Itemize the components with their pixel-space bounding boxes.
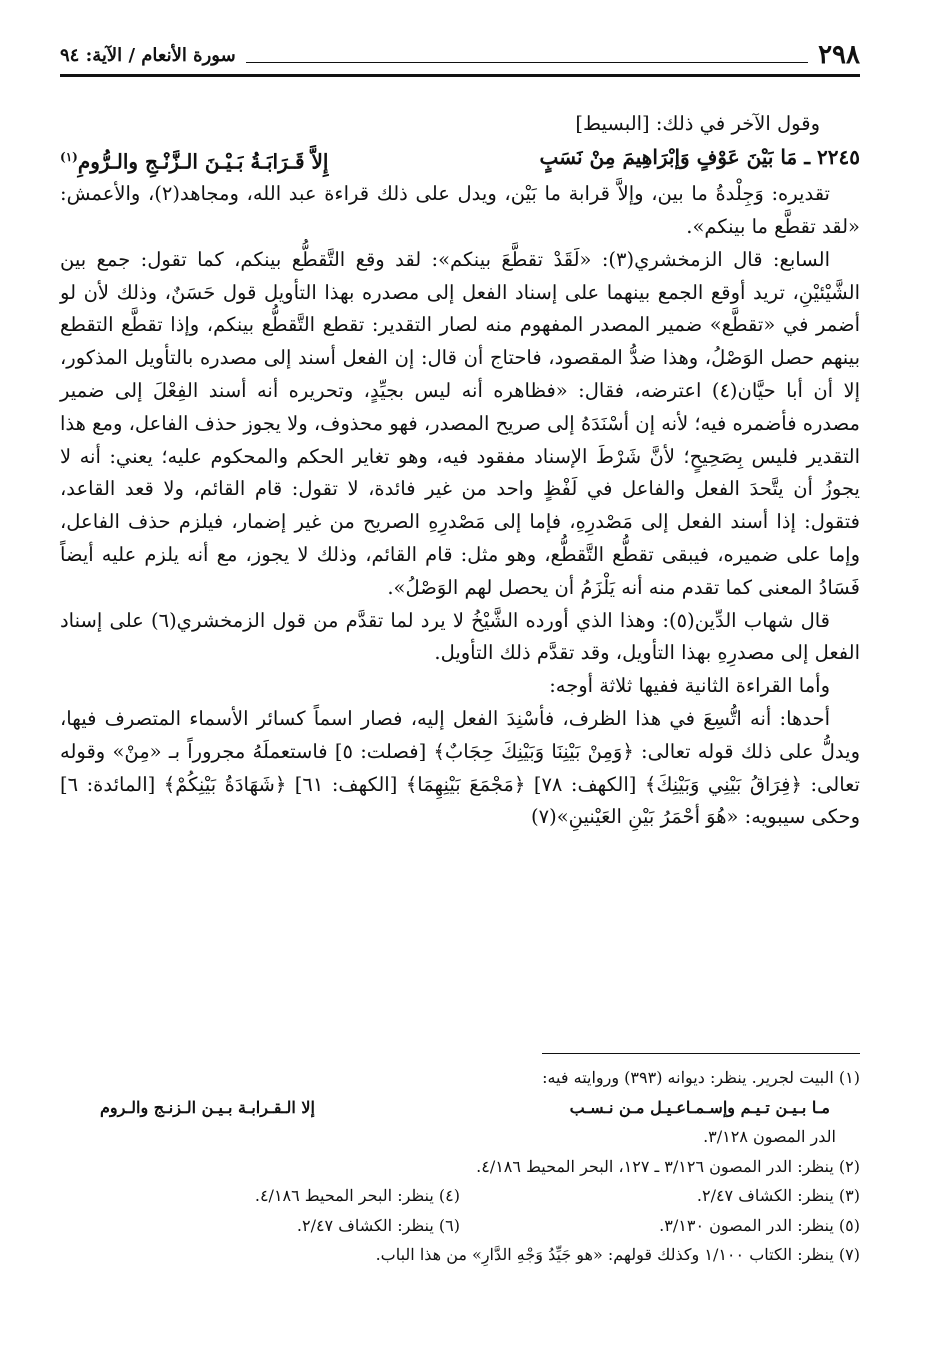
paragraph-1: تقديره: وَجِلْدةُ ما بين، وإلاَّ قرابة ما بَيْن، ويدل على ذلك قراءة عبد الله، ومجاهد(٢)، والأعمش: «لقد تقطَّع ما بينكم». (60, 182, 860, 239)
footnote-1-verse (60, 1093, 860, 1123)
running-title: سورة الأنعام / الآية: ٩٤ (60, 44, 236, 66)
footnote-4: (٤) ينظر: البحر المحيط ٤/١٨٦. (254, 1186, 460, 1205)
footnote-6: (٦) ينظر: الكشاف ٢/٤٧. (296, 1215, 460, 1235)
page-number: ٢٩٨ (818, 40, 860, 70)
footnote-3: (٣) ينظر: الكشاف ٢/٤٧. (696, 1186, 860, 1205)
paragraph-3: قال شهاب الدِّين(٥): وهذا الذي أورده الشَّيْخُ لا يرد لما تقدَّم من قول الزمخشري(٦) على إسناد الفعل إلى مصدرِهِ بهذا التأويل، وقد تقدَّم ذلك التأويل. (60, 608, 860, 665)
footnote-marker: (١) (60, 149, 78, 164)
footnote-verse-h2: إلا الـقـرابـة بـيـن الـزنـج والـروم (100, 1097, 315, 1117)
verse-number: ٢٢٤٥ ـ (804, 144, 860, 169)
verse-hemistich-1 (540, 141, 860, 178)
document-page (60, 0, 860, 1367)
header-rule (60, 74, 860, 77)
footnote-rule (542, 1053, 860, 1054)
verse-text-2: إِلاَّ قَـرَابَـةُ بَـيْـنَ الـزَّنْـجِ والـرُّومِ (77, 149, 329, 174)
footnote-row-5-6 (60, 1211, 860, 1241)
footnote-1: (١) البيت لجرير. ينظر: ديوانه (٣٩٣) وروايته فيه: (542, 1068, 860, 1087)
intro-line: وقول الآخر في ذلك: [البسيط] (575, 112, 820, 135)
footnote-1-source: الدر المصون ٣/١٢٨. (703, 1127, 836, 1146)
header-divider (246, 48, 808, 63)
paragraph-2: السابع: قال الزمخشري(٣): «لَقَدْ تقطَّعَ بينكم»: لقد وقع التَّقطُّع بينكم، كما تقول: جمع بين الشَّيْئيْنِ، تريد أوقع الجمع بينهما على إسناد الفعل إلى مصدره بهذا التأويل قول حَسَنٌ، وذلك لأن لو أضمر في «تقطَّع» ضمير المصدر المفهوم منه لصار التقدير: تقطع التَّقطُّع بينكم، وإذا تقطَّع التقطع بينهم حصل الوَصْلُ، وهذا ضدُّ المقصود، فاحتاج أن قال: إن الفعل أسند إلى مصدره بالتأويل المذكور، إلا أن أبا حيَّان(٤) اعترضه، فقال: «فظاهره أنه ليس بجيِّدٍ، وتحريره أنه أسند الفِعْلَ إلى ضمير مصدره فأضمره فيه؛ لأنه إن أسْنَدَهُ إلى صريح المصدر، فهو محذوف، ولا يجوز حذف الفاعل، ومع هذا التقدير فليس بِصَحِيحٍ؛ لأنَّ شَرْطَ الإسناد مفقود فيه، وهو تغاير الحكم والمحكوم عليه؛ يعني: أنه لا يجوزُ أن يتَّحدَ الفعل والفاعل في لَفْظٍ واحد من غير فائدة، لا تقول: قام القائم، ولا قعد القاعد، فتقول: إذا أسند الفعل إلى مَصْدرِهِ، فإما إلى مَصْدرِهِ الصريح من غير إضمار، فيلزم حذف الفاعل، وإما على ضميره، فيبقى تقطُّع التَّقطُّع، وهو مثل: قام القائم، وذلك لا يجوز، مع أنه يلزم عليه أيضاً فَسَادُ المعنى كما تقدم منه أنه يَلْزَمُ أن يحصل لهم الوَصْلُ». (60, 247, 861, 599)
paragraph-5: أحدها: أنه اتُّسِعَ في هذا الظرف، فأسْنِدَ الفعل إليه، فصار اسماً كسائر الأسماء المتصرف فيها، ويدلُّ على ذلك قوله تعالى: ﴿وَمِنْ بَيْنِنَا وَبَيْنِكَ حِجَابٌ﴾ [فصلت: ٥] فاستعملَهُ مجروراً بـ «مِنْ» وقوله تعالى: ﴿فِرَاقُ بَيْنِي وَبَيْنِكَ﴾ [الكهف: ٧٨] ﴿مَجْمَعَ بَيْنِهِمَا﴾ [الكهف: ٦١] ﴿شَهَادَةُ بَيْنِكُمْ﴾ [المائدة: ٦] وحكى سيبويه: «هُوَ أحْمَرُ بَيْنِ العَيْنينِ»(٧) (60, 707, 860, 829)
verse-hemistich-2 (60, 141, 328, 178)
footnote-row-3-4 (60, 1181, 860, 1211)
main-text (60, 108, 860, 834)
poetry-verse (60, 141, 860, 178)
footnotes (60, 1063, 860, 1270)
footnote-7: (٧) ينظر: الكتاب ١/١٠٠ وكذلك قولهم: «هو جَيِّدُ وَجْهِ الدَّارِ» من هذا الباب. (375, 1245, 860, 1264)
paragraph-4: وأما القراءة الثانية ففيها ثلاثة أوجه: (549, 674, 830, 698)
footnote-5: (٥) ينظر: الدر المصون ٣/١٣٠. (659, 1215, 860, 1235)
page-header (60, 38, 860, 72)
verse-text-1: مَا بَيْنَ عَوْفٍ وَإبْرَاهِيمَ مِنْ نَسَبٍ (539, 144, 798, 169)
footnote-2: (٢) ينظر: الدر المصون ٣/١٢٦ ـ ١٢٧، البحر المحيط ٤/١٨٦. (476, 1156, 860, 1176)
footnote-verse-h1: مـا بـيـن تـيـم وإسـمـاعـيـل مـن نـسـب (569, 1097, 830, 1117)
